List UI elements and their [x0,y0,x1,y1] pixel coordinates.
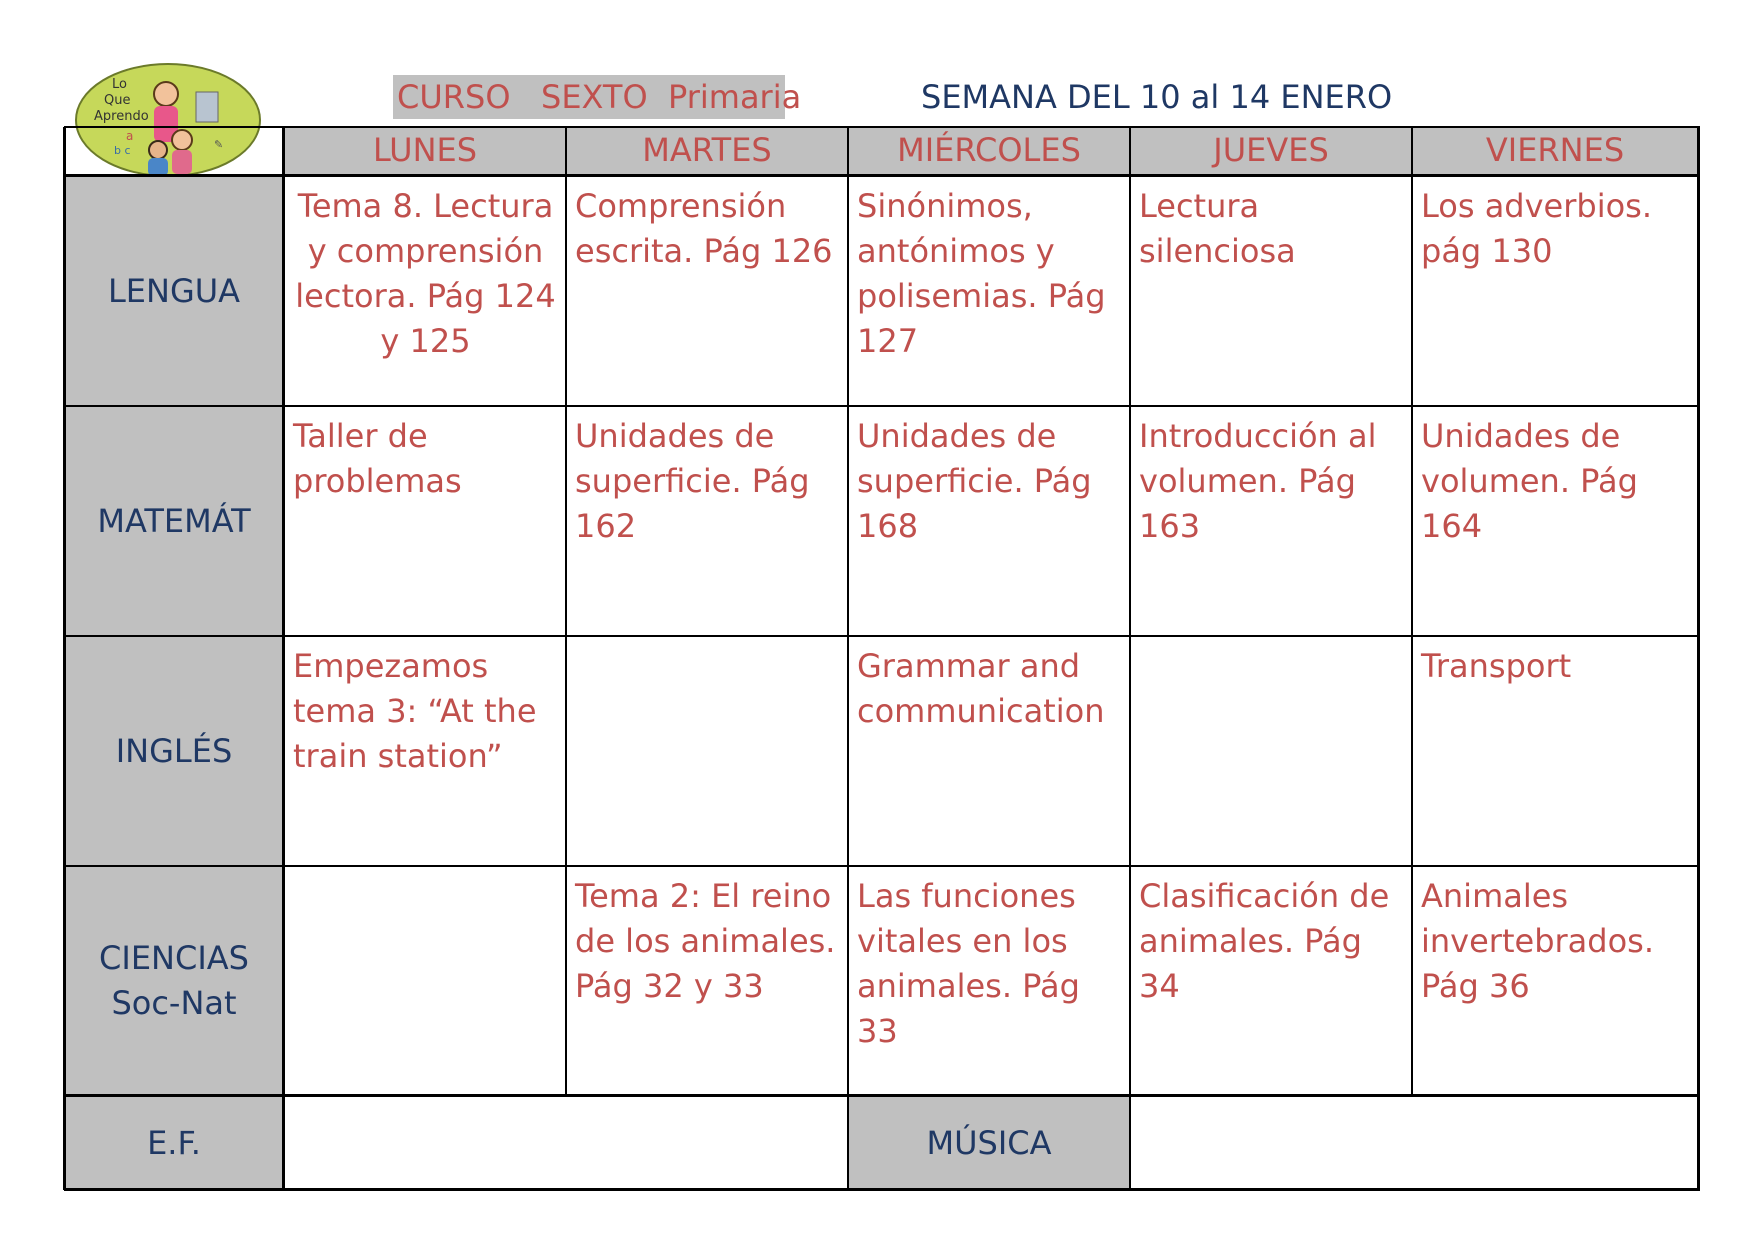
week-title: SEMANA DEL 10 al 14 ENERO [921,78,1393,116]
musica-value [1130,1096,1698,1190]
grid-line-col [1411,127,1413,1096]
grid-line-col [1129,127,1131,1190]
ef-value [284,1096,848,1190]
day-header-3: JUEVES [1213,131,1329,169]
subject-label-line: Soc-Nat [111,984,237,1022]
grid-line-left [63,127,66,1190]
lesson-cell: Introducción al volumen. Pág 163 [1139,417,1377,545]
grid-line-row [64,865,1700,867]
grid-line-col [847,127,849,1190]
lesson-cell: Animales invertebrados. Pág 36 [1421,877,1654,1005]
logo-text-aprendo: Aprendo [94,109,149,124]
lesson-cell [566,636,848,866]
grid-line-right [1697,127,1700,1190]
subject-label [64,866,284,1096]
subject-label-line: INGLÉS [115,731,233,770]
lo-que-aprendo-logo [74,62,262,178]
grid-line-top [64,126,1700,128]
lesson-cell [284,866,566,1096]
lesson-cell: Sinónimos, antónimos y polisemias. Pág 127 [857,187,1106,360]
lesson-cell [1130,636,1412,866]
grid-line-row [64,405,1700,407]
grid-line-header-bottom [64,174,1700,177]
lesson-cell: Empezamos tema 3: “At the train station” [293,647,537,775]
subject-label [64,406,284,636]
svg-text:b c: b c [114,144,131,157]
course-title: CURSO SEXTO Primaria [393,75,785,119]
lesson-cell: Tema 2: El reino de los animales. Pág 32 y 33 [575,877,836,1005]
svg-text:a: a [126,129,134,143]
lesson-cell: Grammar and communication [857,647,1105,730]
day-header-4: VIERNES [1485,131,1625,169]
grid-line-bottom [64,1188,1700,1191]
subject-label-line: MATEMÁT [97,501,251,540]
svg-text:✎: ✎ [214,138,224,151]
subject-label-line: CIENCIAS [99,939,249,977]
grid-line-footer-top [64,1094,1700,1097]
day-header-2: MIÉRCOLES [897,131,1081,169]
lesson-cell: Unidades de superficie. Pág 162 [575,417,810,545]
lesson-cell: Transport [1421,647,1572,685]
grid-line-row [64,635,1700,637]
day-header-0: LUNES [372,131,478,169]
lesson-cell: Las funciones vitales en los animales. Pág 33 [857,877,1080,1050]
lesson-cell: Comprensión escrita. Pág 126 [575,187,833,270]
lesson-cell: Clasificación de animales. Pág 34 [1139,877,1390,1005]
lesson-cell: Taller de problemas [293,417,462,500]
lesson-cell: Tema 8. Lectura y comprensión lectora. Pág 124 y 125 [295,187,556,360]
logo-text-lo: Lo [112,77,127,92]
grid-line-subject-right [282,127,285,1190]
grid-line-col [565,127,567,1096]
lesson-cell: Unidades de volumen. Pág 164 [1421,417,1638,545]
lesson-cell: Unidades de superficie. Pág 168 [857,417,1092,545]
ef-label: E.F. [147,1123,201,1162]
logo-text-que: Que [104,93,131,108]
subject-label [64,176,284,406]
musica-label: MÚSICA [926,1123,1052,1162]
lesson-cell: Lectura silenciosa [1139,187,1296,270]
lesson-cell: Los adverbios. pág 130 [1421,187,1653,270]
day-header-1: MARTES [642,131,772,169]
subject-label [64,636,284,866]
subject-label-line: LENGUA [107,271,241,310]
